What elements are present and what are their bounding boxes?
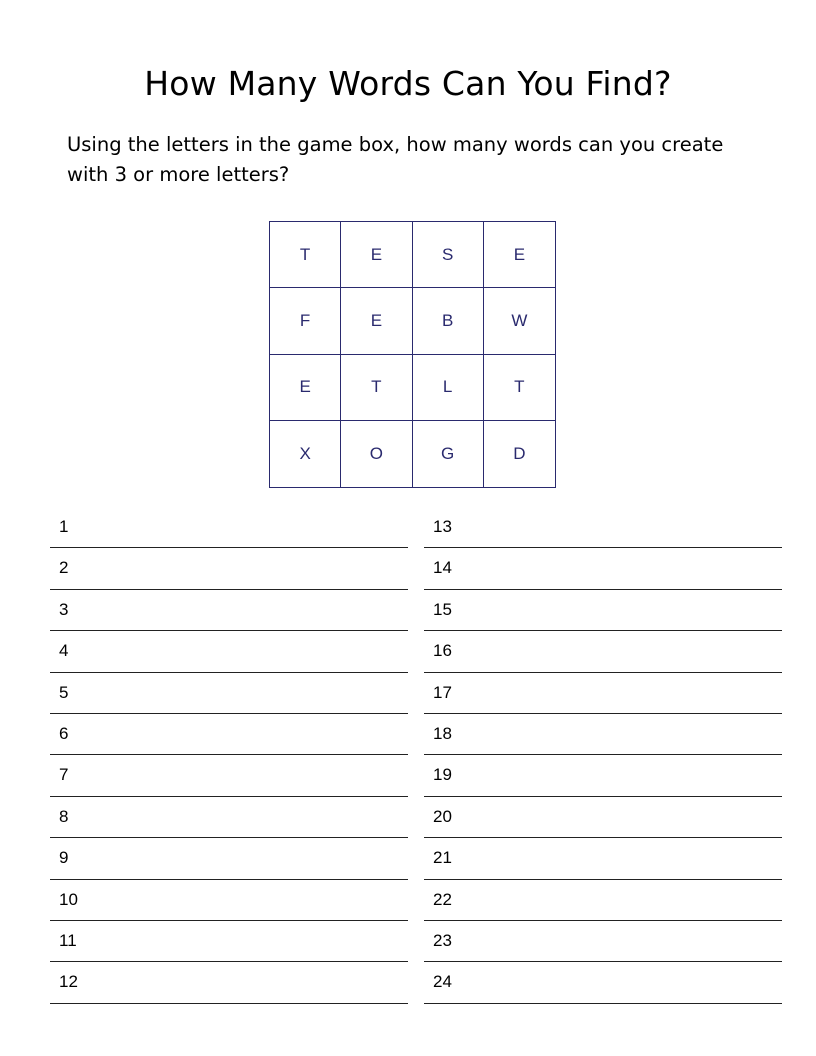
grid-cell[interactable]: X xyxy=(270,421,341,487)
grid-cell[interactable]: T xyxy=(341,355,412,421)
grid-cell[interactable]: T xyxy=(270,222,341,288)
answer-line[interactable] xyxy=(424,631,782,672)
grid-cell[interactable]: F xyxy=(270,288,341,354)
answer-number: 2 xyxy=(59,558,69,578)
letter-grid xyxy=(269,221,556,488)
answer-number: 3 xyxy=(59,599,69,619)
grid-cell[interactable]: E xyxy=(484,222,555,288)
answer-line[interactable] xyxy=(424,880,782,921)
instructions: Using the letters in the game box, how many words can you create with 3 or more letters? xyxy=(67,133,724,186)
answer-number: 8 xyxy=(59,806,69,826)
answer-line[interactable] xyxy=(424,673,782,714)
answer-line[interactable] xyxy=(50,590,408,631)
answer-line[interactable] xyxy=(424,714,782,755)
grid-cell[interactable]: T xyxy=(484,355,555,421)
answer-line[interactable] xyxy=(50,714,408,755)
grid-cell[interactable]: W xyxy=(484,288,555,354)
grid-cell[interactable]: E xyxy=(270,355,341,421)
answer-number: 20 xyxy=(433,806,452,826)
answer-number: 23 xyxy=(433,930,452,950)
grid-cell[interactable]: G xyxy=(413,421,484,487)
grid-cell[interactable]: O xyxy=(341,421,412,487)
answer-number: 1 xyxy=(59,517,69,536)
answer-number: 10 xyxy=(59,889,78,909)
grid-cell[interactable]: D xyxy=(513,443,526,463)
answer-number: 24 xyxy=(433,972,452,992)
grid-cell[interactable]: L xyxy=(413,355,484,421)
answer-line[interactable] xyxy=(50,921,408,962)
answer-number: 13 xyxy=(433,517,452,536)
answer-number: 7 xyxy=(59,765,69,785)
answer-line[interactable] xyxy=(424,590,782,631)
answer-number: 9 xyxy=(59,848,69,868)
answer-number: 4 xyxy=(59,641,69,661)
answer-number: 14 xyxy=(433,558,452,578)
answer-number: 6 xyxy=(59,723,69,743)
answer-line[interactable] xyxy=(424,548,782,589)
answer-line[interactable] xyxy=(50,880,408,921)
answer-line[interactable] xyxy=(50,755,408,796)
answer-number: 5 xyxy=(59,682,69,702)
answer-line[interactable] xyxy=(50,962,408,1003)
answer-number: 15 xyxy=(433,599,452,619)
answer-line[interactable] xyxy=(424,797,782,838)
answer-line[interactable] xyxy=(50,797,408,838)
answer-number: 12 xyxy=(59,972,78,992)
page-title: How Many Words Can You Find? xyxy=(144,64,672,103)
grid-cell[interactable]: B xyxy=(413,288,484,354)
answer-number: 11 xyxy=(59,930,77,950)
answer-line[interactable] xyxy=(50,838,408,879)
answer-number: 22 xyxy=(433,889,452,909)
answer-line[interactable] xyxy=(50,631,408,672)
answer-number: 21 xyxy=(433,848,452,868)
grid-cell[interactable]: E xyxy=(341,288,412,354)
answer-line[interactable] xyxy=(424,921,782,962)
answer-line[interactable] xyxy=(50,673,408,714)
grid-cell[interactable]: S xyxy=(413,222,484,288)
answer-number: 18 xyxy=(433,723,452,743)
answer-column-right xyxy=(424,507,782,1004)
answer-line[interactable] xyxy=(50,548,408,589)
answer-line[interactable] xyxy=(424,507,782,548)
answer-line[interactable] xyxy=(424,962,782,1003)
answer-line[interactable] xyxy=(424,755,782,796)
answer-number: 17 xyxy=(433,682,452,702)
answer-line[interactable] xyxy=(50,507,408,548)
grid-cell[interactable]: E xyxy=(341,222,412,288)
answer-number: 16 xyxy=(433,641,452,661)
answer-line[interactable] xyxy=(424,838,782,879)
answer-column-left xyxy=(50,507,408,1004)
answer-number: 19 xyxy=(433,765,452,785)
